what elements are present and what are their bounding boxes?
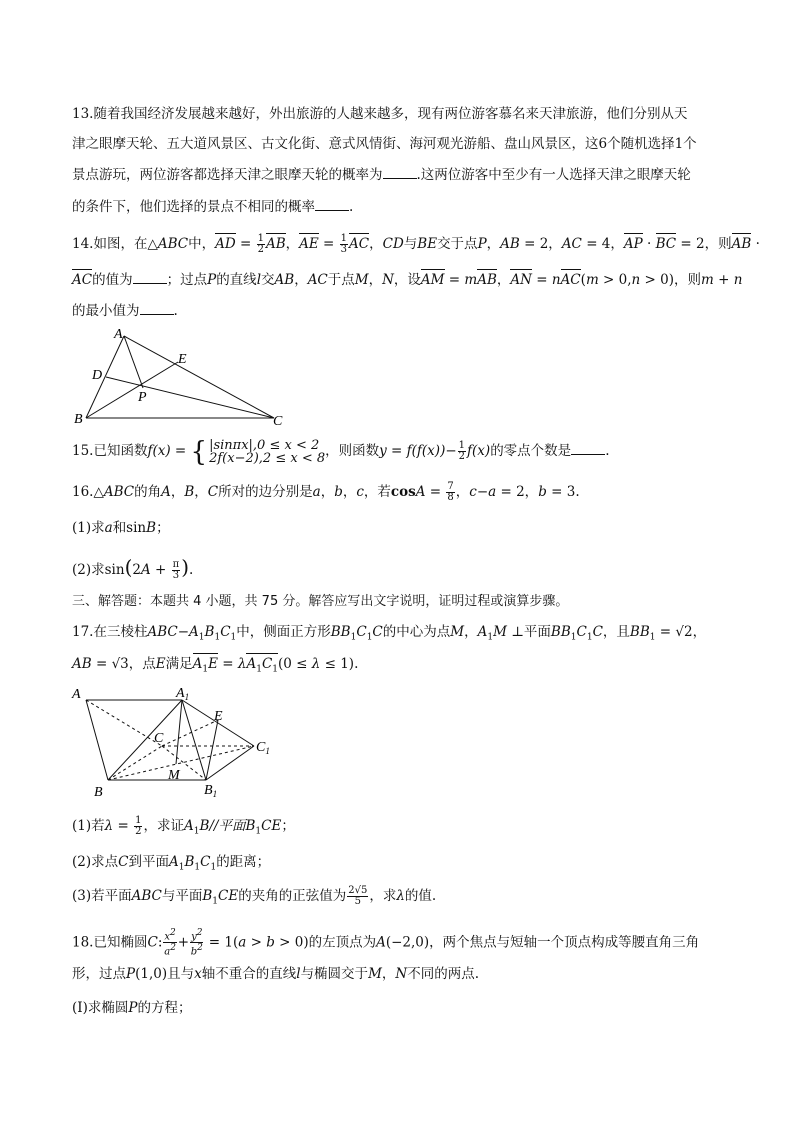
q18-var: P: [126, 966, 136, 982]
q17-text: 到平面: [128, 854, 169, 870]
q17-line-2: [72, 654, 732, 680]
prism-figure: [66, 682, 286, 800]
q18-var: N: [395, 966, 408, 982]
q14-text: 的直线: [216, 272, 257, 288]
q16-text: = 3.: [546, 484, 580, 500]
q17-text: ≤ 1).: [320, 656, 359, 672]
answer-blank: [315, 196, 349, 211]
q17-part-2: (2)求点C到平面$A_1B_1C_1$的距离；: [72, 854, 271, 873]
left-brace: {: [190, 435, 208, 468]
q17-var: M: [450, 624, 465, 640]
q14-var: n: [631, 272, 641, 288]
section-heading: 三、解答题：本题共 4 小题，共 75 分。解答应写出文字说明，证明过程或演算步骤。: [72, 594, 569, 609]
q16-var: C: [207, 484, 219, 500]
vector-ab: AB: [477, 272, 497, 288]
q13-line-3: [72, 164, 732, 185]
q17-var: A: [183, 818, 194, 834]
q14-text: =: [444, 272, 465, 288]
q17-text: √2: [675, 624, 693, 640]
q18-text: 18.已知椭圆: [72, 934, 148, 951]
q14-text: ；过点: [166, 272, 208, 288]
q14-text: 交: [261, 272, 275, 288]
q15-text: .: [605, 443, 610, 459]
fraction-third: $\frac{1}{3}$: [340, 233, 348, 255]
q17-line-1: 17.在三棱柱$ABC-A_1B_1C_1$中，侧面正方形$BB_1C_1C$的中心为点M，$A_1M$ ⊥平面$BB_1C_1C$，且$BB_1 = √2$，: [72, 624, 707, 643]
q16-text: 所对的边分别是: [218, 484, 313, 500]
fraction-half: $\frac{1}{2}$: [135, 815, 142, 837]
vector-ac: AC: [560, 272, 581, 288]
q16-var: c: [356, 484, 364, 500]
q16-var: ABC: [103, 484, 135, 500]
q18-var: A: [376, 934, 386, 951]
q14-text: ，: [486, 236, 501, 252]
q18-text: +: [177, 934, 190, 951]
q18-var: P: [128, 1000, 138, 1016]
fraction-y-over-b: $\frac{y^2}{b^2}$: [190, 928, 203, 958]
q17-var: λ: [104, 818, 114, 834]
q14-var: M: [354, 272, 369, 288]
q17-text: 满足: [165, 656, 193, 672]
q16-part-1: [72, 518, 732, 538]
q14-text: > 0,: [598, 272, 632, 288]
label-a: A: [72, 687, 81, 702]
q18-var: x: [194, 966, 202, 982]
q15-text: (x) =: [152, 443, 191, 459]
q14-var: m: [464, 272, 478, 288]
q14-var: AC: [561, 236, 582, 252]
q14-text: 中，: [188, 236, 216, 252]
q16-text: ；: [156, 520, 170, 536]
q17-var: C: [356, 624, 367, 640]
q14-text: =: [531, 272, 552, 288]
fraction-half: $\frac{1}{2}$: [257, 233, 264, 255]
fraction-seven-eighths: $\frac{7}{8}$: [447, 481, 454, 503]
q14-text: > 0)，则: [640, 272, 701, 288]
q18-text: 轴不重合的直线: [201, 966, 297, 982]
q17-text: ，: [464, 624, 478, 640]
label-c: C: [154, 731, 164, 746]
q16-text: ，若: [363, 484, 391, 500]
q14-text: .: [173, 303, 178, 319]
q17-var: A: [168, 854, 179, 870]
q17-var: λ: [237, 656, 247, 672]
fraction-x-over-a: $\frac{x^2}{a^2}$: [164, 928, 176, 958]
answer-blank: [383, 164, 417, 179]
q17-text: B//平面: [199, 818, 246, 834]
q16-text: (2)求sin: [72, 562, 125, 578]
q17-var: CE: [261, 818, 282, 834]
q18-var: l: [296, 966, 301, 982]
q16-stem: [72, 482, 732, 503]
q14-var: P: [207, 272, 217, 288]
q17-var: A: [477, 624, 488, 640]
label-p: P: [138, 390, 147, 405]
label-c1: $C_1$: [256, 740, 270, 756]
q17-var: C: [576, 624, 587, 640]
q17-text: ，: [692, 624, 707, 640]
q16-text: cos: [390, 484, 416, 500]
q14-text: =: [235, 236, 256, 252]
q18-var: a: [238, 934, 247, 951]
q14-var: AB: [274, 272, 295, 288]
q17-var: BB: [330, 624, 351, 640]
q16-text: ，: [342, 484, 357, 500]
q17-var: B: [245, 818, 256, 834]
q16-var: b: [538, 484, 547, 500]
q14-text: 于点: [327, 272, 355, 288]
q17-var: BB: [629, 624, 650, 640]
q17-text: ⊥平面: [506, 624, 551, 640]
label-e: E: [214, 709, 223, 724]
q16-text: =: [425, 484, 446, 500]
q15-text: 的零点个数是: [490, 443, 572, 459]
label-c: C: [273, 414, 283, 429]
q17-var: C: [592, 624, 603, 640]
q16-text: +: [150, 562, 171, 578]
vector-a1e: $A_1E$: [193, 654, 218, 680]
q17-var: λ: [311, 656, 321, 672]
q18-text: (Ⅰ)求椭圆: [72, 1000, 129, 1016]
vector-ac: AC: [349, 236, 370, 252]
q14-text: (: [580, 272, 586, 288]
vector-am: AM: [420, 272, 445, 288]
q17-var: C: [118, 854, 129, 870]
vector-ap: AP: [623, 236, 643, 252]
q16-text: ，: [170, 484, 185, 500]
vector-ae: AE: [299, 236, 319, 252]
vector-ab: AB: [265, 236, 286, 252]
q18-text: 与椭圆交于: [300, 966, 369, 982]
q14-var: P: [477, 236, 487, 252]
q18-text: ，: [381, 966, 396, 982]
q13-text: .这两位游客中至少有一人选择天津之眼摩天轮: [416, 167, 691, 183]
q17-text: 中，侧面正方形: [236, 624, 331, 640]
label-b: B: [94, 785, 103, 800]
vector-ad: AD: [215, 236, 236, 252]
q17-text: ，求证: [143, 818, 184, 834]
q16-text: (1)求: [72, 520, 105, 536]
q14-var: AB: [500, 236, 520, 252]
fraction-half: $\frac{1}{2}$: [458, 440, 466, 462]
q17-text: =: [217, 656, 238, 672]
q16-var: B: [146, 520, 157, 536]
q14-text: 交于点: [437, 236, 478, 252]
q17-text: (1)若: [72, 818, 105, 834]
q17-text: 的中心为点: [382, 624, 451, 640]
q14-text: ，: [294, 272, 308, 288]
label-d: D: [92, 368, 103, 383]
q16-var: a: [104, 520, 113, 536]
q18-var: b: [266, 934, 275, 951]
q15-text: = f(f(x))−: [386, 443, 457, 459]
q16-var: A: [161, 484, 171, 500]
q14-text: = 4，: [581, 236, 624, 252]
q18-part-1: [72, 998, 732, 1018]
q16-text: ，: [320, 484, 335, 500]
label-a: A: [114, 327, 123, 342]
q16-text: 16.△: [72, 484, 104, 500]
q16-text: 和sin: [112, 520, 147, 536]
q17-part-3: (3)若平面ABC与平面$B_1CE$的夹角的正弦值为 $\frac{2√5}{5}$ ，求λ的值.: [72, 885, 437, 907]
q17-text: ，点: [128, 656, 156, 672]
q17-var: AB: [72, 656, 92, 672]
q18-line-1: [72, 928, 732, 958]
q18-text: 形，过点: [72, 966, 126, 982]
q17-text: 17.在三棱柱: [72, 624, 148, 640]
q13-line-4: [72, 196, 732, 217]
q14-text: ，设: [393, 272, 421, 288]
q14-text: = 2，: [519, 236, 562, 252]
q15-line: [72, 435, 732, 468]
q17-var: E: [155, 656, 166, 672]
q17-text: ，求: [369, 888, 397, 904]
q14-text: +: [713, 272, 734, 288]
q18-text: :: [157, 934, 163, 951]
triangle-figure: [70, 322, 300, 432]
q15-text: ，则函数: [325, 443, 380, 459]
q14-text: ，: [368, 272, 383, 288]
q17-var: C: [200, 854, 211, 870]
q17-text: 的值.: [404, 888, 437, 904]
q16-text: 2: [132, 562, 141, 578]
q17-text: ，且: [602, 624, 630, 640]
q13-line-2: 津之眼摩天轮、五大道风景区、古文化街、意式风情街、海河观光游船、盘山风景区，这6个随机选择1个: [72, 136, 697, 152]
q17-var: λ: [396, 888, 405, 904]
q14-text: ·: [642, 236, 656, 252]
q14-var: m: [585, 272, 599, 288]
q16-part-2: (2)求sin(2A + $\frac{\pi}{3}$ ).: [72, 555, 194, 581]
q16-var: a: [312, 484, 321, 500]
q14-text: ·: [751, 236, 760, 252]
q17-var: BB: [550, 624, 571, 640]
answer-blank: [571, 440, 605, 455]
q18-text: > 0)的左顶点为: [274, 934, 377, 951]
q17-text: √3: [111, 656, 129, 672]
vector-ab: AB: [731, 236, 752, 252]
q13-text: 的条件下，他们选择的景点不相同的概率: [72, 199, 315, 215]
label-b: B: [74, 412, 83, 427]
q18-line-2: [72, 964, 732, 984]
q17-text: (2)求点: [72, 854, 119, 870]
q17-var: ABC−A: [147, 624, 199, 640]
q14-text: 的值为: [92, 272, 133, 288]
q18-text: (1,0)且与: [135, 966, 195, 982]
q14-text: 与: [403, 236, 418, 252]
q17-var: M: [493, 624, 507, 640]
q17-var: CE: [218, 888, 239, 904]
fraction-pi-thirds: $\frac{\pi}{3}$: [172, 559, 180, 581]
q16-var: B: [184, 484, 195, 500]
q16-text: 的角: [134, 484, 162, 500]
q17-text: =: [655, 624, 676, 640]
q16-text: −: [476, 484, 489, 500]
q17-text: =: [91, 656, 112, 672]
piecewise-cases: |sinπx|,0 ≤ x < 2 2f(x−2),2 ≤ x < 8: [209, 437, 326, 466]
q17-var: C: [372, 624, 383, 640]
q16-var: b: [334, 484, 343, 500]
q13-line-1: 13.随着我国经济发展越来越好，外出旅游的人越来越多，现有两位游客慕名来天津旅游，他们分别从天: [72, 106, 688, 122]
q15-var: y: [379, 443, 387, 459]
q14-text: ，: [285, 236, 300, 252]
q17-text: =: [113, 818, 134, 834]
q14-line-2: [72, 269, 743, 290]
q14-var: CD: [382, 236, 404, 252]
q14-line-3: [72, 300, 732, 321]
vector-a1c1: $A_1C_1$: [246, 654, 278, 680]
q16-var: c: [469, 484, 477, 500]
q16-var: A: [415, 484, 426, 500]
q14-var: n: [551, 272, 561, 288]
q18-text: = 1(: [204, 934, 239, 951]
q14-line-1: [72, 233, 760, 255]
q14-text: 14.如图，在△: [72, 236, 158, 252]
q17-text: (0 ≤: [278, 656, 312, 672]
q17-var: B: [184, 854, 195, 870]
q18-text: 的方程；: [137, 1000, 192, 1016]
label-a1: $A_1$: [176, 686, 190, 702]
label-b1: $B_1$: [204, 783, 218, 799]
q18-text: 不同的两点.: [407, 966, 479, 982]
q17-var: B: [202, 888, 213, 904]
q18-text: >: [246, 934, 267, 951]
q17-text: 的距离；: [216, 854, 271, 870]
q13-text: 景点游玩，两位游客都选择天津之眼摩天轮的概率为: [72, 167, 383, 183]
q14-var: l: [256, 272, 262, 288]
answer-blank: [140, 300, 174, 315]
q16-var: a: [488, 484, 497, 500]
q14-var: AC: [307, 272, 328, 288]
label-e: E: [178, 352, 187, 367]
q16-text: ，: [194, 484, 208, 500]
q14-text: ，: [496, 272, 511, 288]
answer-blank: [133, 269, 167, 284]
q15-text: 15.已知函数: [72, 443, 148, 459]
q17-text: 的夹角的正弦值为: [238, 888, 347, 904]
q16-text: .: [189, 562, 194, 578]
vector-an: AN: [510, 272, 532, 288]
q14-var: n: [733, 272, 743, 288]
q18-var: C: [147, 934, 158, 951]
vector-ac: AC: [72, 272, 93, 288]
q14-var: ABC: [157, 236, 189, 252]
q14-var: m: [700, 272, 714, 288]
q14-text: = 2，则: [676, 236, 732, 252]
q18-text: (−2,0)，两个焦点与短轴一个顶点构成等腰直角三角: [385, 934, 700, 951]
q17-part-1: (1)若λ = $\frac{1}{2}$ ，求证$A_1B//$平面$B_1CE$；: [72, 815, 295, 837]
q17-text: 与平面: [161, 888, 203, 904]
q17-text: ；: [281, 818, 295, 834]
q16-text: ，: [455, 484, 470, 500]
q18-var: M: [368, 966, 382, 982]
vector-bc: BC: [655, 236, 677, 252]
q14-text: 的最小值为: [72, 303, 140, 319]
q17-var: B: [204, 624, 215, 640]
q14-var: BE: [417, 236, 438, 252]
q15-var: f: [147, 443, 153, 459]
q17-text: (3)若平面: [72, 888, 132, 904]
q15-text: f(x): [467, 443, 491, 459]
q14-var: N: [382, 272, 394, 288]
fraction-sine-value: $\frac{2√5}{5}$: [348, 885, 368, 907]
q14-text: ，: [369, 236, 383, 252]
q13-text: .: [349, 199, 354, 215]
q14-text: =: [318, 236, 339, 252]
q16-text: = 2，: [496, 484, 539, 500]
q16-var: A: [140, 562, 151, 578]
label-m: M: [168, 768, 180, 783]
q17-var: C: [220, 624, 231, 640]
q17-var: ABC: [131, 888, 162, 904]
